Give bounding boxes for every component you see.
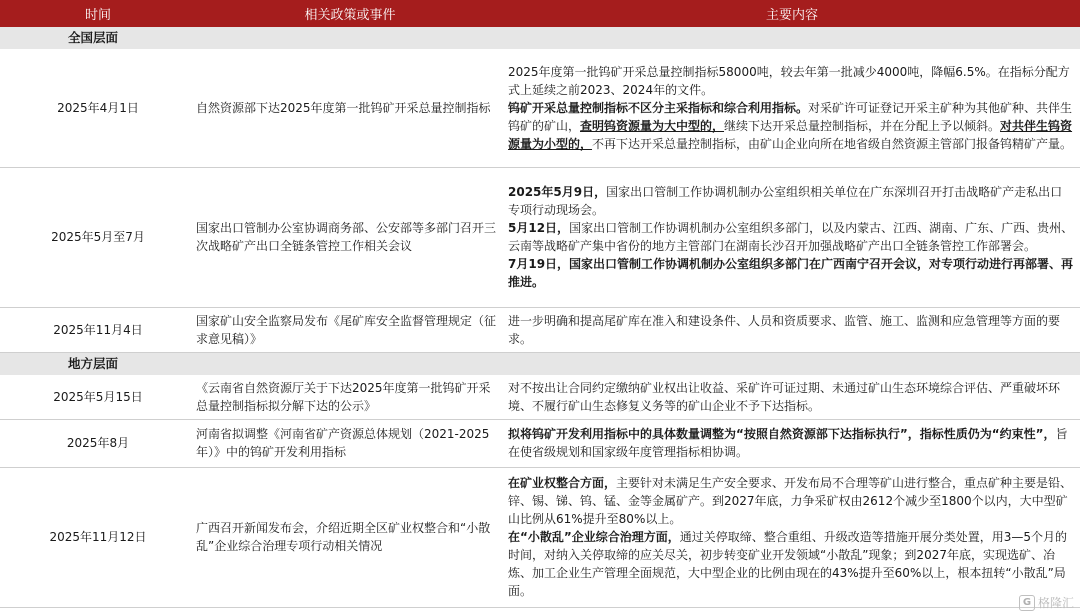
content-segment: 国家出口管制工作协调机制办公室组织相关单位在广东深圳召开打击战略矿产走私出口专项行动现场会。 <box>508 185 1063 217</box>
watermark-text: 格隆汇 <box>1037 596 1074 610</box>
row-content <box>504 467 1080 607</box>
section-national <box>0 27 1080 49</box>
row-event: 自然资源部下达2025年度第一批钨矿开采总量控制指标 <box>196 49 504 167</box>
content-segment: 国家出口管制工作协调机制办公室组织多部门，以及内蒙古、江西、湖南、广东、广西、贵州、云南等战略矿产集中省份的地方主管部门在湖南长沙召开加强战略矿产出口全链条管控工作部署会。 <box>508 221 1074 253</box>
content-segment: 5月12日， <box>508 221 570 235</box>
content-paragraph <box>508 474 1074 528</box>
watermark <box>1019 594 1074 611</box>
content-paragraph <box>508 255 1074 291</box>
row-event: 广西召开新闻发布会，介绍近期全区矿业权整合和“小散乱”企业综合治理专项行动相关情况 <box>196 467 504 607</box>
content-paragraph <box>508 425 1074 461</box>
header-time: 时间 <box>0 0 196 27</box>
table-row <box>0 49 1080 167</box>
header-policy: 相关政策或事件 <box>196 0 504 27</box>
watermark-logo-icon: G <box>1019 595 1035 611</box>
content-paragraph <box>508 528 1074 600</box>
row-event: 国家矿山安全监察局发布《尾矿库安全监督管理规定（征求意见稿）》 <box>196 307 504 352</box>
row-date: 2025年4月1日 <box>0 49 196 167</box>
row-event: 国家出口管制办公室协调商务部、公安部等多部门召开三次战略矿产出口全链条管控工作相关会议 <box>196 167 504 307</box>
content-segment: 在矿业权整合方面， <box>508 476 617 490</box>
content-segment: 2025年5月9日， <box>508 185 607 199</box>
section-local <box>0 352 1080 375</box>
table-row <box>0 167 1080 307</box>
content-paragraph <box>508 312 1074 348</box>
content-paragraph <box>508 99 1074 153</box>
content-segment: 继续下达开采总量控制指标，并在分配上予以倾斜。 <box>724 118 1001 133</box>
content-segment: 通过关停取缔、整合重组、升级改造等措施开展分类处置，用3—5个月的时间，对纳入关停取缔的应关尽关，初步转变矿业开发领域“小散乱”现象；到2027年底，实现选矿、冶炼、加工企业生产管理全面规范，大中型企业的比例由现在的43%提升至60%以上，根本扭转“小散乱”局面。 <box>508 530 1068 598</box>
content-segment: 2025年度第一批钨矿开采总量控制指标58000吨，较去年第一批减少4000吨，降幅6.5%。在指标分配方式上延续之前2023、2024年的文件。 <box>508 64 1070 97</box>
section-label: 全国层面 <box>0 27 1080 49</box>
row-content <box>504 419 1080 467</box>
row-date: 2025年5月至7月 <box>0 167 196 307</box>
row-content <box>504 375 1080 420</box>
content-segment: 7月19日，国家出口管制工作协调机制办公室组织多部门在广西南宁召开会议，对专项行动进行再部署、再推进。 <box>508 257 1074 289</box>
table-header <box>0 0 1080 27</box>
content-segment: 对共伴生钨资源量为小型的， <box>508 118 1073 151</box>
header-content: 主要内容 <box>504 0 1080 27</box>
table-row <box>0 419 1080 467</box>
row-date: 2025年11月4日 <box>0 307 196 352</box>
content-segment: 不再下达开采总量控制指标，由矿山企业向所在地省级自然资源主管部门报备钨精矿产量。 <box>592 136 1073 151</box>
table-row <box>0 467 1080 607</box>
content-paragraph <box>508 63 1074 99</box>
table-row <box>0 307 1080 352</box>
row-date: 2025年8月 <box>0 419 196 467</box>
content-paragraph <box>508 379 1074 415</box>
content-segment: 拟将钨矿开发利用指标中的具体数量调整为“按照自然资源部下达指标执行”，指标性质仍为“约束性”， <box>508 427 1056 441</box>
content-segment: 主要针对未满足生产安全要求、开发布局不合理等矿山进行整合，重点矿种主要是铅、锌、锡、锑、钨、锰、金等金属矿产。到2027年底，力争采矿权由2612个减少至1800个以内，大中型矿山比例从61%提升至80%以上。 <box>508 476 1073 526</box>
content-segment: 查明钨资源量为大中型的， <box>580 118 725 133</box>
row-content <box>504 167 1080 307</box>
content-segment: 钨矿开采总量控制指标不区分主采指标和综合利用指标。 <box>508 100 809 115</box>
content-segment: 对不按出让合同约定缴纳矿业权出让收益、采矿许可证过期、未通过矿山生态环境综合评估、严重破坏环境、不履行矿山生态修复义务等的矿山企业不予下达指标。 <box>508 380 1061 413</box>
content-segment: 在“小散乱”企业综合治理方面， <box>508 530 680 544</box>
table-row <box>0 375 1080 420</box>
content-paragraph <box>508 219 1074 255</box>
section-label: 地方层面 <box>0 352 1080 375</box>
content-segment: 对采矿许可证登记开采主矿种为其他矿种、共伴生钨矿的矿山， <box>508 100 1073 133</box>
content-segment: 进一步明确和提高尾矿库在准入和建设条件、人员和资质要求、监管、施工、监测和应急管理等方面的要求。 <box>508 313 1061 346</box>
row-content <box>504 307 1080 352</box>
row-date: 2025年5月15日 <box>0 375 196 420</box>
row-date: 2025年11月12日 <box>0 467 196 607</box>
row-event: 河南省拟调整《河南省矿产资源总体规划（2021-2025年）》中的钨矿开发利用指标 <box>196 419 504 467</box>
content-paragraph <box>508 183 1074 219</box>
row-content <box>504 49 1080 167</box>
content-segment: 旨在使省级规划和国家级年度管理指标相协调。 <box>508 427 1068 459</box>
row-event: 《云南省自然资源厅关于下达2025年度第一批钨矿开采总量控制指标拟分解下达的公示》 <box>196 375 504 420</box>
